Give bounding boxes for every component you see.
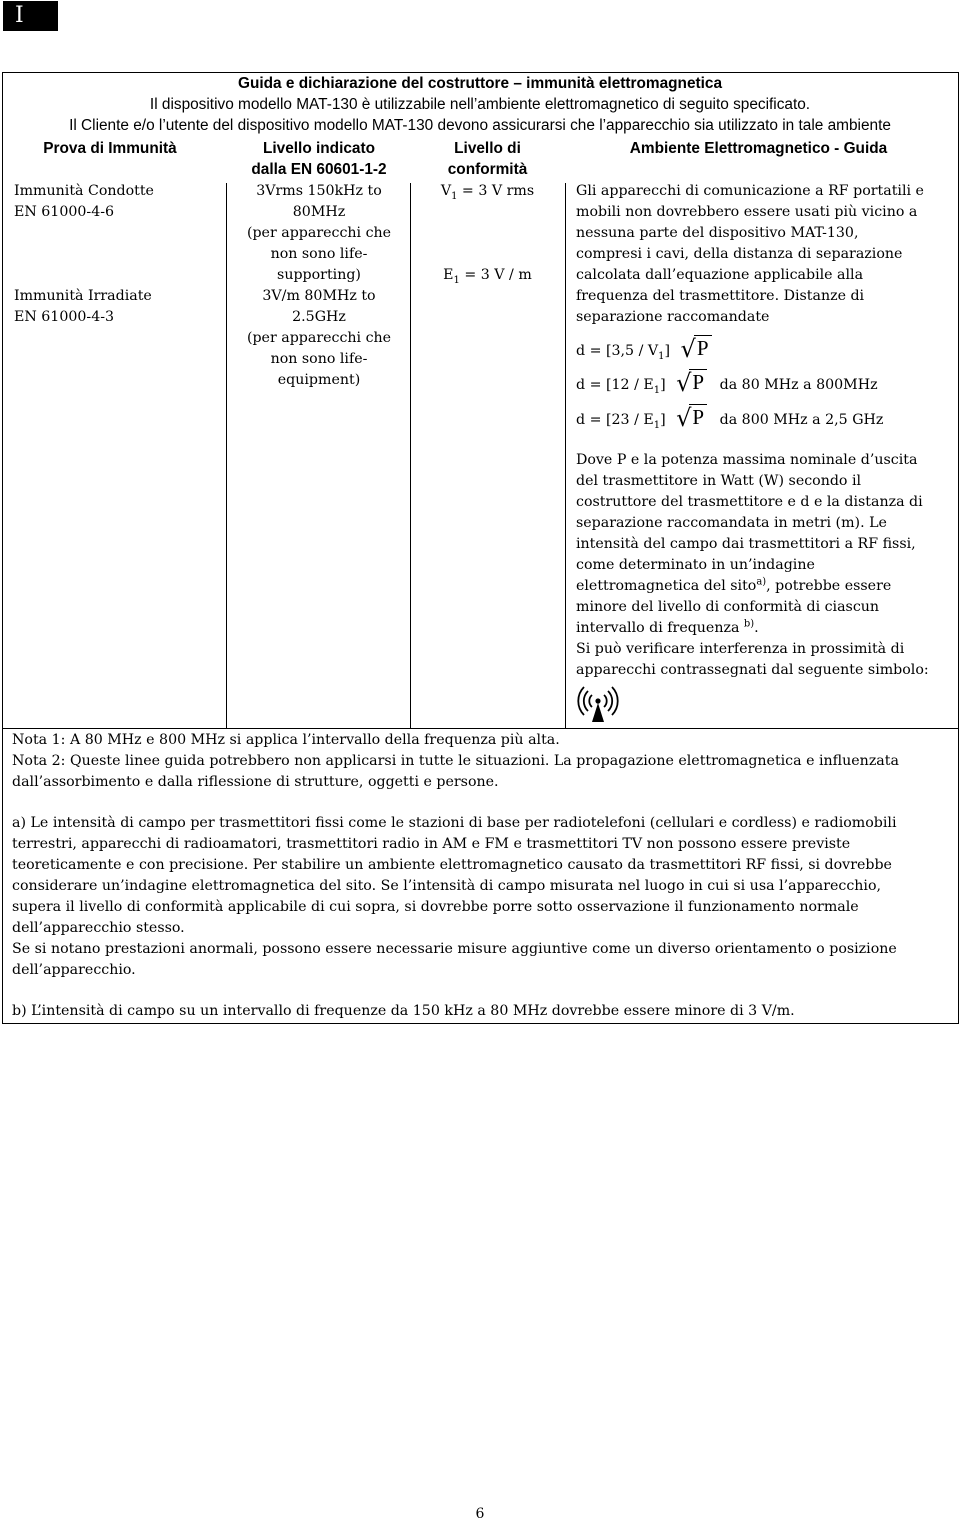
test-level-line: 2.5GHz bbox=[292, 309, 346, 325]
intro-line-2: Il Cliente e/o l’utente del dispositivo modello MAT-130 devono assicurarsi che l’apparecchio sia utilizzato in tale ambiente bbox=[69, 117, 891, 134]
footnote-a-line: terrestri, apparecchi di radioamatori, trasmettitori radio in AM e FM e trasmettitori TV non possono essere previste bbox=[12, 836, 851, 852]
column-header-level-line2: dalla EN 60601-1-2 bbox=[251, 161, 387, 178]
column-header-test: Prova di Immunità bbox=[43, 140, 177, 157]
guidance-line: separazione raccomandata in metri (m). Le bbox=[576, 515, 887, 531]
conducted-immunity-name: Immunità Condotte bbox=[14, 183, 154, 199]
guidance-line: costruttore del trasmettitore e d e la distanza di bbox=[576, 494, 923, 510]
square-root-symbol: √P bbox=[676, 407, 707, 431]
guidance-line: compresi i cavi, della distanza di separazione bbox=[576, 246, 903, 262]
test-level-line: 3V/m 80MHz to bbox=[262, 288, 376, 304]
square-root-symbol: √P bbox=[681, 338, 712, 362]
test-level-line: 3Vrms 150kHz to bbox=[256, 183, 382, 199]
guidance-line: frequenza del trasmettitore. Distanze di bbox=[576, 288, 865, 304]
test-level-line: non sono life- bbox=[270, 246, 368, 262]
compliance-level-e1: $E_1 = 3$ V / m bbox=[443, 267, 532, 286]
guidance-line: calcolata dall’equazione applicabile alla bbox=[576, 267, 864, 283]
guidance-line: minore del livello di conformità di ciascun bbox=[576, 599, 880, 615]
column-header-level: Livello indicato bbox=[262, 140, 376, 157]
footnote-a-line: a) Le intensità di campo per trasmettitori fissi come le stazioni di base per radiotelefoni (cellulari e cordless) e radiomobili bbox=[12, 815, 897, 831]
guidance-line: intervallo di frequenza $^{b)}$. bbox=[576, 618, 759, 636]
conducted-immunity-standard: EN 61000-4-6 bbox=[14, 204, 115, 220]
footnote-a-line: dell’apparecchio. bbox=[12, 962, 136, 978]
footnote-a-line: Se si notano prestazioni anormali, possono essere necessarie misure aggiuntive come un diverso orientamento o posizione bbox=[12, 941, 897, 957]
irradiated-immunity-standard: EN 61000-4-3 bbox=[14, 309, 115, 325]
footnote-a-line: considerare un’indagine elettromagnetica del sito. Se l’intensità di campo misurata nel luogo in cui si usa l’apparecchio, bbox=[12, 878, 881, 894]
guidance-line: Si può verificare interferenza in prossimità di bbox=[576, 641, 905, 657]
note-1: Nota 1: A 80 MHz e 800 MHz si applica l’intervallo della frequenza più alta. bbox=[12, 732, 560, 748]
guidance-line: Gli apparecchi di comunicazione a RF portatili e bbox=[576, 183, 924, 199]
formula-e1-800mhz: $d = [23 / E_1]$ √P da 800 MHz a 2,5 GHz bbox=[576, 404, 884, 432]
guidance-line: intensità del campo dai trasmettitori a RF fissi, bbox=[576, 536, 916, 552]
column-header-environment: Ambiente Elettromagnetico - Guida bbox=[629, 140, 888, 157]
column-header-compliance-line2: conformità bbox=[447, 161, 528, 178]
test-level-line: 80MHz bbox=[292, 204, 346, 220]
irradiated-immunity-name: Immunità Irradiate bbox=[14, 288, 152, 304]
guidance-line: nessuna parte del dispositivo MAT-130, bbox=[576, 225, 859, 241]
test-level-line: supporting) bbox=[277, 267, 361, 283]
test-level-line: non sono life- bbox=[270, 351, 368, 367]
guidance-line: del trasmettitore in Watt (W) secondo il bbox=[576, 473, 862, 489]
footnote-b: b) L’intensità di campo su un intervallo di frequenze da 150 kHz a 80 MHz dovrebbe essere minore di 3 V/m. bbox=[12, 1003, 795, 1019]
compliance-level-v1: $V_1 = 3$ V rms bbox=[440, 183, 535, 202]
footnote-a-line: teoreticamente e con precisione. Per stabilire un ambiente elettromagnetico causato da trasmettitori RF fissi, si dovrebbe bbox=[12, 857, 892, 873]
column-divider bbox=[565, 183, 566, 728]
guidance-line: come determinato in un’indagine bbox=[576, 557, 815, 573]
footnote-a-line: dell’apparecchio stesso. bbox=[12, 920, 185, 936]
guidance-line: Dove P e la potenza massima nominale d’uscita bbox=[576, 452, 918, 468]
intro-line-1: Il dispositivo modello MAT-130 è utilizzabile nell’ambiente elettromagnetico di seguito specificato. bbox=[149, 96, 811, 113]
footnote-a-line: supera il livello di conformità applicabile di cui sopra, si dovrebbe porre sotto osservazione il funzionamento normale bbox=[12, 899, 859, 915]
guidance-line: apparecchi contrassegnati dal seguente simbolo: bbox=[576, 662, 929, 678]
document-title: Guida e dichiarazione del costruttore – immunità elettromagnetica bbox=[237, 75, 723, 92]
formula-v1: $d = [3,5 / V_1]$ √P bbox=[576, 338, 712, 362]
note-2: Nota 2: Queste linee guida potrebbero non applicarsi in tutte le situazioni. La propagazione elettromagnetica e influenzata bbox=[12, 753, 899, 769]
non-ionizing-radiation-icon bbox=[577, 686, 619, 724]
column-divider bbox=[226, 183, 227, 728]
test-level-line: (per apparecchi che bbox=[246, 330, 392, 346]
note-2-continued: dall’assorbimento e dalla riflessione di strutture, oggetti e persone. bbox=[12, 774, 499, 790]
language-badge: I bbox=[3, 1, 58, 31]
test-level-line: (per apparecchi che bbox=[246, 225, 392, 241]
page-number: 6 bbox=[475, 1506, 485, 1522]
table-bottom-rule bbox=[2, 728, 959, 729]
column-header-compliance: Livello di bbox=[454, 140, 521, 157]
guidance-line: mobili non dovrebbero essere usati più vicino a bbox=[576, 204, 918, 220]
guidance-line: elettromagnetica del sito$^{a)}$, potrebbe essere bbox=[576, 576, 892, 594]
formula-e1-80mhz: $d = [12 / E_1]$ √P da 80 MHz a 800MHz bbox=[576, 369, 878, 397]
test-level-line: equipment) bbox=[277, 372, 361, 388]
guidance-line: separazione raccomandate bbox=[576, 309, 770, 325]
square-root-symbol: √P bbox=[676, 372, 707, 396]
